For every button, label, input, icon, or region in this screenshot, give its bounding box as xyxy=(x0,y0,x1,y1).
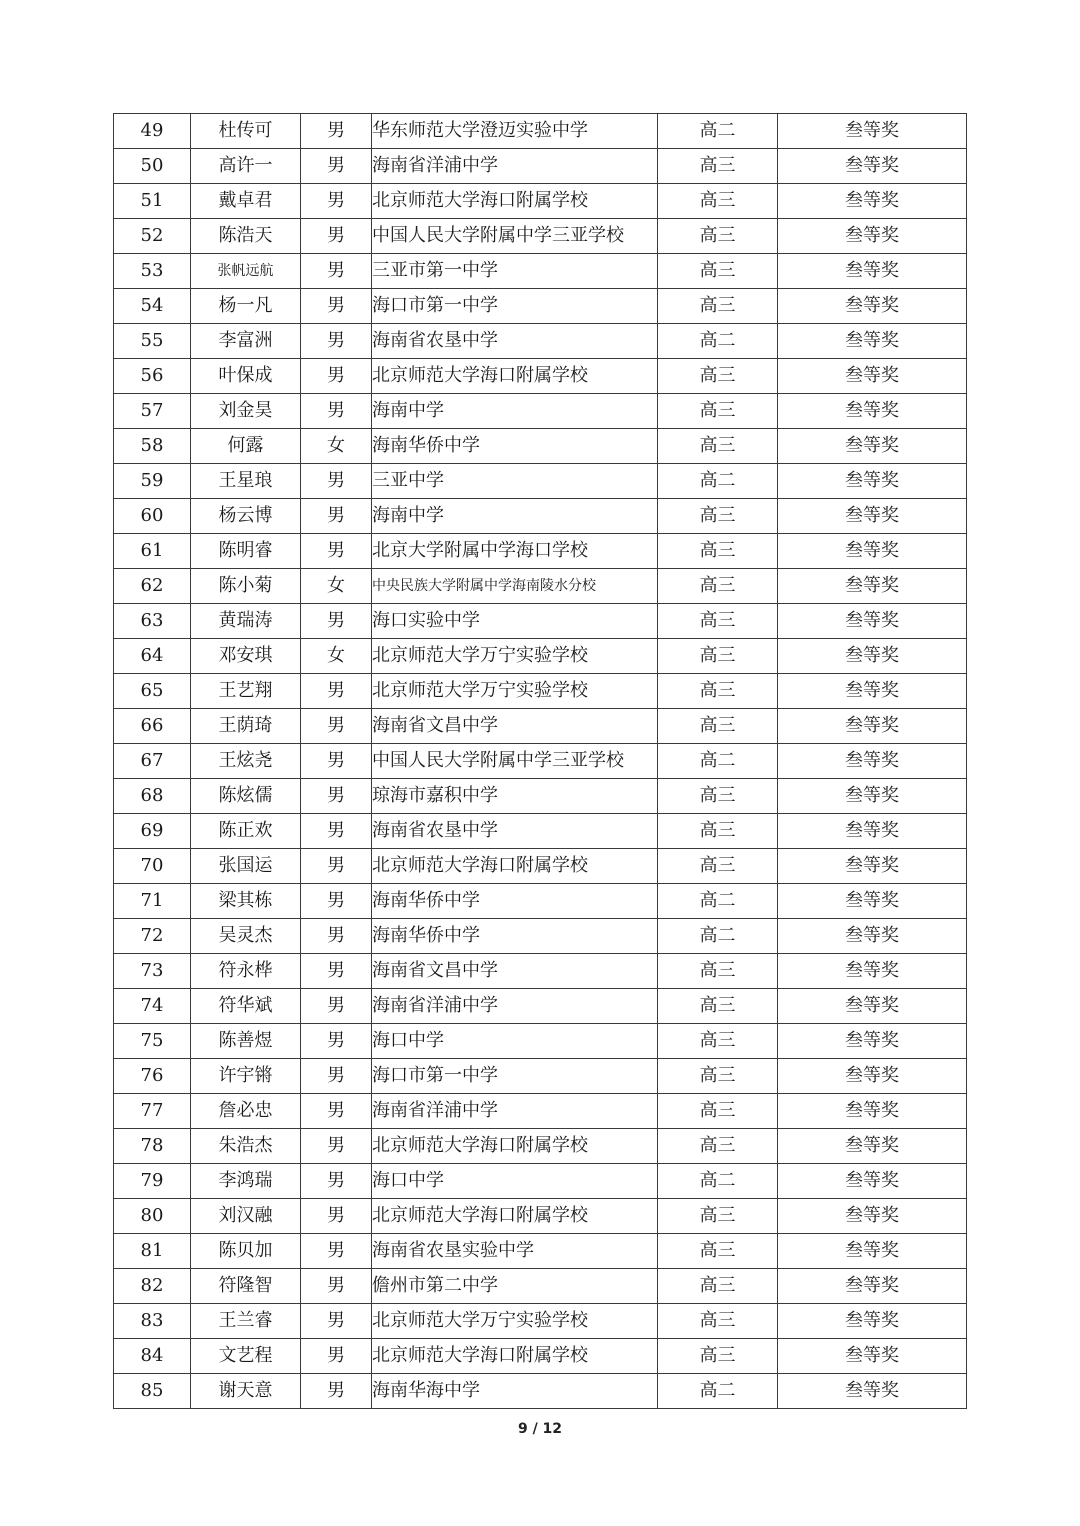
cell-number: 65 xyxy=(114,674,191,709)
cell-name: 李富洲 xyxy=(191,324,301,359)
cell-gender: 男 xyxy=(301,359,372,394)
cell-grade: 高三 xyxy=(658,954,778,989)
cell-name: 张帆远航 xyxy=(191,254,301,289)
cell-gender: 男 xyxy=(301,1059,372,1094)
cell-gender: 男 xyxy=(301,499,372,534)
cell-school: 海南华侨中学 xyxy=(372,919,658,954)
cell-school: 北京师范大学海口附属学校 xyxy=(372,1129,658,1164)
cell-school: 三亚市第一中学 xyxy=(372,254,658,289)
cell-name: 陈炫儒 xyxy=(191,779,301,814)
cell-award: 叁等奖 xyxy=(778,324,967,359)
cell-grade: 高三 xyxy=(658,779,778,814)
table-row xyxy=(114,814,967,849)
cell-gender: 女 xyxy=(301,429,372,464)
cell-award: 叁等奖 xyxy=(778,744,967,779)
table-row xyxy=(114,1339,967,1374)
cell-gender: 男 xyxy=(301,114,372,149)
table-row xyxy=(114,359,967,394)
cell-grade: 高三 xyxy=(658,184,778,219)
cell-number: 54 xyxy=(114,289,191,324)
cell-number: 78 xyxy=(114,1129,191,1164)
cell-name: 杨云博 xyxy=(191,499,301,534)
cell-award: 叁等奖 xyxy=(778,674,967,709)
table-row xyxy=(114,1094,967,1129)
cell-grade: 高三 xyxy=(658,849,778,884)
cell-number: 77 xyxy=(114,1094,191,1129)
cell-gender: 男 xyxy=(301,149,372,184)
table-row xyxy=(114,1269,967,1304)
cell-award: 叁等奖 xyxy=(778,604,967,639)
cell-number: 51 xyxy=(114,184,191,219)
cell-school: 中央民族大学附属中学海南陵水分校 xyxy=(372,569,658,604)
cell-number: 76 xyxy=(114,1059,191,1094)
cell-grade: 高三 xyxy=(658,1304,778,1339)
cell-grade: 高二 xyxy=(658,114,778,149)
table-row xyxy=(114,954,967,989)
table-row xyxy=(114,499,967,534)
cell-school: 海南省农垦中学 xyxy=(372,814,658,849)
cell-grade: 高三 xyxy=(658,289,778,324)
cell-gender: 男 xyxy=(301,289,372,324)
cell-gender: 男 xyxy=(301,1339,372,1374)
cell-school: 海南华侨中学 xyxy=(372,884,658,919)
table-row xyxy=(114,674,967,709)
cell-school: 北京师范大学海口附属学校 xyxy=(372,1199,658,1234)
cell-grade: 高三 xyxy=(658,499,778,534)
cell-name: 王荫琦 xyxy=(191,709,301,744)
cell-award: 叁等奖 xyxy=(778,149,967,184)
table-row xyxy=(114,569,967,604)
cell-gender: 男 xyxy=(301,184,372,219)
cell-award: 叁等奖 xyxy=(778,1094,967,1129)
cell-school: 海南省文昌中学 xyxy=(372,709,658,744)
cell-number: 60 xyxy=(114,499,191,534)
cell-grade: 高二 xyxy=(658,919,778,954)
cell-name: 刘金昊 xyxy=(191,394,301,429)
cell-number: 68 xyxy=(114,779,191,814)
cell-number: 49 xyxy=(114,114,191,149)
cell-grade: 高三 xyxy=(658,604,778,639)
cell-award: 叁等奖 xyxy=(778,849,967,884)
award-table-body xyxy=(114,114,967,1409)
cell-award: 叁等奖 xyxy=(778,1234,967,1269)
cell-school: 中国人民大学附属中学三亚学校 xyxy=(372,219,658,254)
cell-school: 海南华海中学 xyxy=(372,1374,658,1409)
cell-number: 63 xyxy=(114,604,191,639)
cell-school: 海南中学 xyxy=(372,394,658,429)
table-row xyxy=(114,464,967,499)
cell-name: 文艺程 xyxy=(191,1339,301,1374)
table-row xyxy=(114,1304,967,1339)
cell-award: 叁等奖 xyxy=(778,359,967,394)
cell-grade: 高三 xyxy=(658,149,778,184)
cell-award: 叁等奖 xyxy=(778,1199,967,1234)
cell-award: 叁等奖 xyxy=(778,289,967,324)
cell-grade: 高三 xyxy=(658,394,778,429)
cell-gender: 男 xyxy=(301,1199,372,1234)
cell-name: 张国运 xyxy=(191,849,301,884)
cell-number: 55 xyxy=(114,324,191,359)
cell-name: 朱浩杰 xyxy=(191,1129,301,1164)
cell-gender: 男 xyxy=(301,884,372,919)
cell-grade: 高二 xyxy=(658,1164,778,1199)
table-row xyxy=(114,884,967,919)
cell-number: 62 xyxy=(114,569,191,604)
cell-number: 52 xyxy=(114,219,191,254)
cell-number: 53 xyxy=(114,254,191,289)
cell-gender: 男 xyxy=(301,1164,372,1199)
cell-name: 高许一 xyxy=(191,149,301,184)
table-row xyxy=(114,744,967,779)
table-row xyxy=(114,1024,967,1059)
cell-number: 57 xyxy=(114,394,191,429)
cell-school: 北京师范大学万宁实验学校 xyxy=(372,639,658,674)
cell-name: 吴灵杰 xyxy=(191,919,301,954)
table-row xyxy=(114,1059,967,1094)
cell-grade: 高二 xyxy=(658,884,778,919)
cell-name: 叶保成 xyxy=(191,359,301,394)
cell-name: 王星琅 xyxy=(191,464,301,499)
cell-award: 叁等奖 xyxy=(778,429,967,464)
cell-gender: 男 xyxy=(301,1269,372,1304)
cell-grade: 高二 xyxy=(658,324,778,359)
cell-school: 海口中学 xyxy=(372,1024,658,1059)
cell-award: 叁等奖 xyxy=(778,1059,967,1094)
cell-number: 81 xyxy=(114,1234,191,1269)
cell-name: 邓安琪 xyxy=(191,639,301,674)
cell-school: 华东师范大学澄迈实验中学 xyxy=(372,114,658,149)
table-row xyxy=(114,429,967,464)
cell-award: 叁等奖 xyxy=(778,569,967,604)
cell-number: 69 xyxy=(114,814,191,849)
cell-gender: 男 xyxy=(301,534,372,569)
cell-name: 王艺翔 xyxy=(191,674,301,709)
cell-name: 陈贝加 xyxy=(191,1234,301,1269)
table-row xyxy=(114,184,967,219)
cell-school: 北京大学附属中学海口学校 xyxy=(372,534,658,569)
cell-name: 许宇锵 xyxy=(191,1059,301,1094)
cell-school: 中国人民大学附属中学三亚学校 xyxy=(372,744,658,779)
cell-name: 戴卓君 xyxy=(191,184,301,219)
cell-gender: 女 xyxy=(301,639,372,674)
cell-grade: 高三 xyxy=(658,814,778,849)
page-number: 9 / 12 xyxy=(517,1421,563,1437)
cell-school: 北京师范大学万宁实验学校 xyxy=(372,674,658,709)
cell-grade: 高三 xyxy=(658,989,778,1024)
cell-award: 叁等奖 xyxy=(778,499,967,534)
cell-award: 叁等奖 xyxy=(778,254,967,289)
cell-gender: 男 xyxy=(301,814,372,849)
cell-grade: 高三 xyxy=(658,359,778,394)
cell-award: 叁等奖 xyxy=(778,1269,967,1304)
cell-award: 叁等奖 xyxy=(778,534,967,569)
cell-grade: 高三 xyxy=(658,1059,778,1094)
cell-school: 北京师范大学万宁实验学校 xyxy=(372,1304,658,1339)
cell-number: 71 xyxy=(114,884,191,919)
cell-school: 海南省农垦中学 xyxy=(372,324,658,359)
cell-school: 海南省洋浦中学 xyxy=(372,989,658,1024)
cell-gender: 男 xyxy=(301,254,372,289)
cell-gender: 男 xyxy=(301,709,372,744)
cell-gender: 男 xyxy=(301,604,372,639)
cell-grade: 高三 xyxy=(658,709,778,744)
cell-number: 67 xyxy=(114,744,191,779)
cell-number: 73 xyxy=(114,954,191,989)
cell-number: 64 xyxy=(114,639,191,674)
table-row xyxy=(114,219,967,254)
table-row xyxy=(114,989,967,1024)
cell-name: 谢天意 xyxy=(191,1374,301,1409)
cell-school: 北京师范大学海口附属学校 xyxy=(372,359,658,394)
cell-school: 海南中学 xyxy=(372,499,658,534)
cell-grade: 高二 xyxy=(658,464,778,499)
cell-name: 王兰睿 xyxy=(191,1304,301,1339)
cell-number: 83 xyxy=(114,1304,191,1339)
cell-number: 84 xyxy=(114,1339,191,1374)
cell-number: 80 xyxy=(114,1199,191,1234)
cell-name: 刘汉融 xyxy=(191,1199,301,1234)
cell-gender: 男 xyxy=(301,464,372,499)
cell-school: 海南省农垦实验中学 xyxy=(372,1234,658,1269)
cell-award: 叁等奖 xyxy=(778,1374,967,1409)
table-row xyxy=(114,254,967,289)
cell-gender: 男 xyxy=(301,744,372,779)
cell-number: 61 xyxy=(114,534,191,569)
cell-gender: 男 xyxy=(301,954,372,989)
cell-gender: 男 xyxy=(301,674,372,709)
table-row xyxy=(114,849,967,884)
cell-name: 陈明睿 xyxy=(191,534,301,569)
cell-name: 黄瑞涛 xyxy=(191,604,301,639)
cell-number: 85 xyxy=(114,1374,191,1409)
cell-grade: 高三 xyxy=(658,219,778,254)
cell-name: 符隆智 xyxy=(191,1269,301,1304)
cell-gender: 男 xyxy=(301,219,372,254)
cell-award: 叁等奖 xyxy=(778,219,967,254)
cell-award: 叁等奖 xyxy=(778,989,967,1024)
cell-name: 李鸿瑞 xyxy=(191,1164,301,1199)
cell-name: 何露 xyxy=(191,429,301,464)
cell-gender: 男 xyxy=(301,919,372,954)
cell-award: 叁等奖 xyxy=(778,1304,967,1339)
cell-school: 海口实验中学 xyxy=(372,604,658,639)
cell-grade: 高三 xyxy=(658,1024,778,1059)
cell-grade: 高三 xyxy=(658,1339,778,1374)
cell-school: 北京师范大学海口附属学校 xyxy=(372,849,658,884)
cell-school: 海口市第一中学 xyxy=(372,1059,658,1094)
cell-grade: 高三 xyxy=(658,639,778,674)
cell-number: 70 xyxy=(114,849,191,884)
cell-award: 叁等奖 xyxy=(778,114,967,149)
cell-gender: 男 xyxy=(301,779,372,814)
cell-award: 叁等奖 xyxy=(778,814,967,849)
cell-award: 叁等奖 xyxy=(778,1024,967,1059)
cell-award: 叁等奖 xyxy=(778,1129,967,1164)
cell-gender: 男 xyxy=(301,1094,372,1129)
cell-name: 王炫尧 xyxy=(191,744,301,779)
cell-award: 叁等奖 xyxy=(778,709,967,744)
table-row xyxy=(114,1234,967,1269)
table-row xyxy=(114,1164,967,1199)
cell-name: 陈小菊 xyxy=(191,569,301,604)
table-row xyxy=(114,324,967,359)
cell-gender: 男 xyxy=(301,394,372,429)
cell-grade: 高三 xyxy=(658,1199,778,1234)
cell-award: 叁等奖 xyxy=(778,954,967,989)
cell-name: 杜传可 xyxy=(191,114,301,149)
cell-school: 北京师范大学海口附属学校 xyxy=(372,1339,658,1374)
cell-grade: 高二 xyxy=(658,1374,778,1409)
cell-grade: 高三 xyxy=(658,1234,778,1269)
cell-school: 海南省洋浦中学 xyxy=(372,149,658,184)
cell-number: 72 xyxy=(114,919,191,954)
cell-number: 74 xyxy=(114,989,191,1024)
cell-grade: 高三 xyxy=(658,1129,778,1164)
cell-name: 杨一凡 xyxy=(191,289,301,324)
cell-award: 叁等奖 xyxy=(778,639,967,674)
cell-school: 三亚中学 xyxy=(372,464,658,499)
cell-number: 50 xyxy=(114,149,191,184)
cell-number: 82 xyxy=(114,1269,191,1304)
cell-number: 79 xyxy=(114,1164,191,1199)
cell-award: 叁等奖 xyxy=(778,779,967,814)
cell-school: 海南省文昌中学 xyxy=(372,954,658,989)
cell-number: 56 xyxy=(114,359,191,394)
cell-gender: 男 xyxy=(301,989,372,1024)
cell-gender: 男 xyxy=(301,324,372,359)
cell-number: 59 xyxy=(114,464,191,499)
cell-gender: 男 xyxy=(301,1129,372,1164)
cell-school: 海南省洋浦中学 xyxy=(372,1094,658,1129)
cell-name: 陈正欢 xyxy=(191,814,301,849)
cell-gender: 男 xyxy=(301,1304,372,1339)
table-row xyxy=(114,1199,967,1234)
cell-award: 叁等奖 xyxy=(778,184,967,219)
cell-award: 叁等奖 xyxy=(778,1339,967,1374)
table-row xyxy=(114,534,967,569)
cell-number: 58 xyxy=(114,429,191,464)
cell-name: 陈善煜 xyxy=(191,1024,301,1059)
cell-gender: 男 xyxy=(301,1374,372,1409)
cell-school: 海口中学 xyxy=(372,1164,658,1199)
cell-grade: 高三 xyxy=(658,254,778,289)
cell-name: 梁其栋 xyxy=(191,884,301,919)
cell-name: 詹必忠 xyxy=(191,1094,301,1129)
cell-number: 75 xyxy=(114,1024,191,1059)
award-table xyxy=(113,113,967,1409)
cell-name: 符永桦 xyxy=(191,954,301,989)
table-row xyxy=(114,114,967,149)
table-row xyxy=(114,919,967,954)
cell-gender: 男 xyxy=(301,849,372,884)
cell-award: 叁等奖 xyxy=(778,464,967,499)
cell-grade: 高三 xyxy=(658,1269,778,1304)
table-row xyxy=(114,149,967,184)
cell-grade: 高二 xyxy=(658,744,778,779)
cell-school: 海口市第一中学 xyxy=(372,289,658,324)
cell-number: 66 xyxy=(114,709,191,744)
cell-award: 叁等奖 xyxy=(778,919,967,954)
cell-gender: 女 xyxy=(301,569,372,604)
cell-grade: 高三 xyxy=(658,674,778,709)
cell-name: 符华斌 xyxy=(191,989,301,1024)
cell-grade: 高三 xyxy=(658,1094,778,1129)
cell-gender: 男 xyxy=(301,1234,372,1269)
cell-grade: 高三 xyxy=(658,534,778,569)
table-row xyxy=(114,709,967,744)
table-row xyxy=(114,639,967,674)
table-row xyxy=(114,289,967,324)
table-row xyxy=(114,779,967,814)
cell-award: 叁等奖 xyxy=(778,884,967,919)
cell-grade: 高三 xyxy=(658,429,778,464)
cell-school: 儋州市第二中学 xyxy=(372,1269,658,1304)
cell-school: 北京师范大学海口附属学校 xyxy=(372,184,658,219)
cell-school: 海南华侨中学 xyxy=(372,429,658,464)
cell-award: 叁等奖 xyxy=(778,394,967,429)
cell-grade: 高三 xyxy=(658,569,778,604)
cell-award: 叁等奖 xyxy=(778,1164,967,1199)
table-row xyxy=(114,1129,967,1164)
cell-gender: 男 xyxy=(301,1024,372,1059)
table-row xyxy=(114,604,967,639)
table-row xyxy=(114,1374,967,1409)
cell-school: 琼海市嘉积中学 xyxy=(372,779,658,814)
table-row xyxy=(114,394,967,429)
cell-name: 陈浩天 xyxy=(191,219,301,254)
